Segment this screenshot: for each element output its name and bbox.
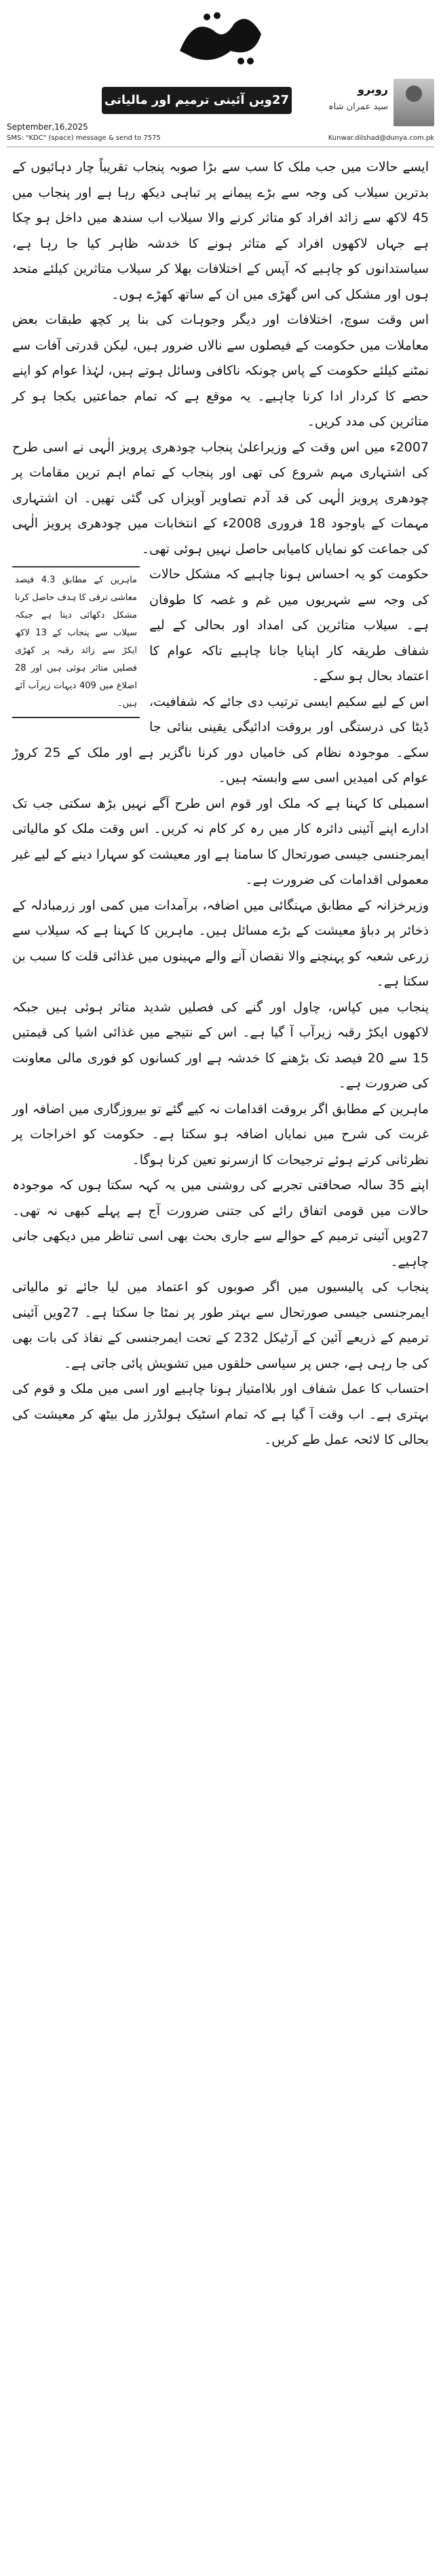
paragraph-9: ماہرین کے مطابق اگر بروقت اقدامات نہ کیے گئے تو بیروزگاری میں اضافہ اور غربت کی شرح میں نمایاں اضافہ ہو سکتا ہے۔ حکومت کو اخراجات پر نظرثانی کرتے ہوئے ترجیحات کا ازسرنو تعین کرنا ہوگا۔	[12, 1101, 429, 1168]
publish-date: September,16,2025	[7, 122, 88, 132]
column-header	[0, 75, 441, 136]
paragraph-2: اس وقت سوچ، اختلافات اور دیگر وجوہات کی بنا پر کچھ طبقات بعض معاملات میں حکومت کے فیصلوں سے نالاں ضرور ہیں، لیکن قدرتی آفات سے نمٹنے کیلئے حکومت کے پاس چونکہ ناکافی وسائل ہوتے ہیں، لہٰذا عوام کو اپنے حصے کا کردار ادا کرنا چاہیے۔ یہ موقع ہے کہ تمام جماعتیں یکجا ہو کر متاثرین کی مدد کریں۔	[12, 312, 429, 429]
paragraph-1: ایسے حالات میں جب ملک کا سب سے بڑا صوبہ پنجاب تقریباً چار دہائیوں کے بدترین سیلاب کی وجہ سے بڑے پیمانے پر تباہی دیکھ رہا ہے اور پنجاب میں 45 لاکھ سے زائد افراد کو متاثر کرنے والا سیلاب اب سندھ میں داخل ہو چکا ہے جہاں لاکھوں افراد کے متاثر ہونے کا خدشہ ظاہر کیا جا رہا ہے، سیاستدانوں کو چاہیے کہ آپس کے اختلافات بھلا کر سیلاب متاثرین کیلئے متحد ہوں اور مشکل کی اس گھڑی میں ان کے ساتھ کھڑے ہوں۔	[12, 160, 429, 302]
sms-info: SMS: "KDC" (space) message & send to 7575	[7, 134, 161, 142]
author-name: سید عمران شاہ	[328, 102, 388, 112]
paragraph-10: اپنے 35 سالہ صحافتی تجربے کی روشنی میں یہ کہہ سکتا ہوں کہ موجودہ حالات میں قومی اتفاق رائے کی جتنی ضرورت آج ہے پہلے کبھی نہ تھی۔ 27ویں آئینی ترمیم کے حوالے سے جاری بحث بھی اسی تناظر میں دیکھی جانی چاہیے۔	[12, 1178, 429, 1269]
dunya-logo	[166, 3, 275, 71]
paragraph-3: 2007ء میں اس وقت کے وزیراعلیٰ پنجاب چودھری پرویز الٰہی نے اسی طرح کی اشتہاری مہم شروع کی تھی اور پنجاب کے تمام اہم ترین مقامات پر چودھری پرویز الٰہی کی قد آدم تصاویر آویزاں کی گئی تھیں۔ ان اشتہاری مہمات کے باوجود 18 فروری 2008ء کے انتخابات میں چودھری پرویز الٰہی کی جماعت کو نمایاں کامیابی حاصل نہیں ہوئی تھی۔	[12, 439, 429, 557]
pull-quote-box: ماہرین کے مطابق 4.3 فیصد معاشی ترقی کا ہدف حاصل کرنا مشکل دکھائی دیتا ہے جبکہ سیلاب سے پنجاب کے 13 لاکھ ایکڑ سے زائد رقبہ پر کھڑی فصلیں متاثر ہوئی ہیں اور 28 اضلاع میں 409 دیہات زیرآب آئے ہیں۔	[12, 566, 140, 718]
newspaper-masthead	[0, 0, 441, 75]
author-email: Kunwar.dilshad@dunya.com.pk	[328, 134, 434, 142]
paragraph-8: پنجاب میں کپاس، چاول اور گنے کی فصلیں شدید متاثر ہوئی ہیں جبکہ لاکھوں ایکڑ رقبہ زیرآب آ گیا ہے۔ اس کے نتیجے میں غذائی اشیا کی قیمتیں 15 سے 20 فیصد تک بڑھنے کا خدشہ ہے اور کسانوں کو فوری مالی معاونت کی ضرورت ہے۔	[12, 999, 429, 1091]
author-photo	[394, 79, 434, 126]
column-name: روبرو	[357, 83, 388, 96]
paragraph-12: احتساب کا عمل شفاف اور بلاامتیاز ہونا چاہیے اور اسی میں ملک و قوم کی بہتری ہے۔ اب وقت آ گیا ہے کہ تمام اسٹیک ہولڈرز مل بیٹھ کر معیشت کی بحالی کا لائحہ عمل طے کریں۔	[12, 1381, 429, 1447]
author-block	[292, 79, 434, 133]
paragraph-11: پنجاب کی پالیسیوں میں اگر صوبوں کو اعتماد میں لیا جائے تو مالیاتی ایمرجنسی جیسی صورتحال سے بہتر طور پر نمٹا جا سکتا ہے۔ 27ویں آئینی ترمیم کے ذریعے آئین کے آرٹیکل 232 کے تحت ایمرجنسی کے نفاذ کی بات بھی کی جا رہی ہے، جس پر سیاسی حلقوں میں تشویش پائی جاتی ہے۔	[12, 1280, 429, 1371]
paragraph-4: حکومت کو یہ احساس ہونا چاہیے کہ مشکل حالات کی وجہ سے شہریوں میں غم و غصہ کا طوفان ہے۔ سیلاب متاثرین کی امداد اور بحالی کے لیے شفاف طریقہ کار اپنایا جانا چاہیے تاکہ عوام کا اعتماد بحال ہو سکے۔	[149, 567, 429, 684]
paragraph-7: وزیرخزانہ کے مطابق مہنگائی میں اضافہ، برآمدات میں کمی اور زرمبادلہ کے ذخائر پر دباؤ معیشت کے بڑے مسائل ہیں۔ ماہرین کا کہنا ہے کہ سیلاب سے زرعی شعبہ کو پہنچنے والا نقصان آنے والے مہینوں میں غذائی قلت کا سبب بن سکتا ہے۔	[12, 897, 429, 989]
paragraph-5: اس کے لیے سکیم ایسی ترتیب دی جائے کہ شفافیت، ڈیٹا کی درستگی اور بروقت ادائیگی یقینی بنائی جا سکے۔ موجودہ نظام کی خامیاں دور کرنا ناگزیر ہے اور ملک کے 25 کروڑ عوام کی امیدیں اسی سے وابستہ ہیں۔	[12, 694, 429, 785]
article-body	[12, 155, 429, 1453]
column-title: 27ویں آئینی ترمیم اور مالیاتی ایمرجنسی	[102, 87, 292, 114]
contact-bar	[7, 134, 434, 147]
paragraph-6: اسمبلی کا کہنا ہے کہ ملک اور قوم اس طرح آگے نہیں بڑھ سکتی جب تک ادارے اپنے آئینی دائرہ کار میں رہ کر کام نہ کریں۔ اس وقت ملک کو مالیاتی ایمرجنسی جیسی صورتحال کا سامنا ہے اور معیشت کو سہارا دینے کے لیے غیر معمولی اقدامات کی ضرورت ہے۔	[12, 796, 429, 887]
